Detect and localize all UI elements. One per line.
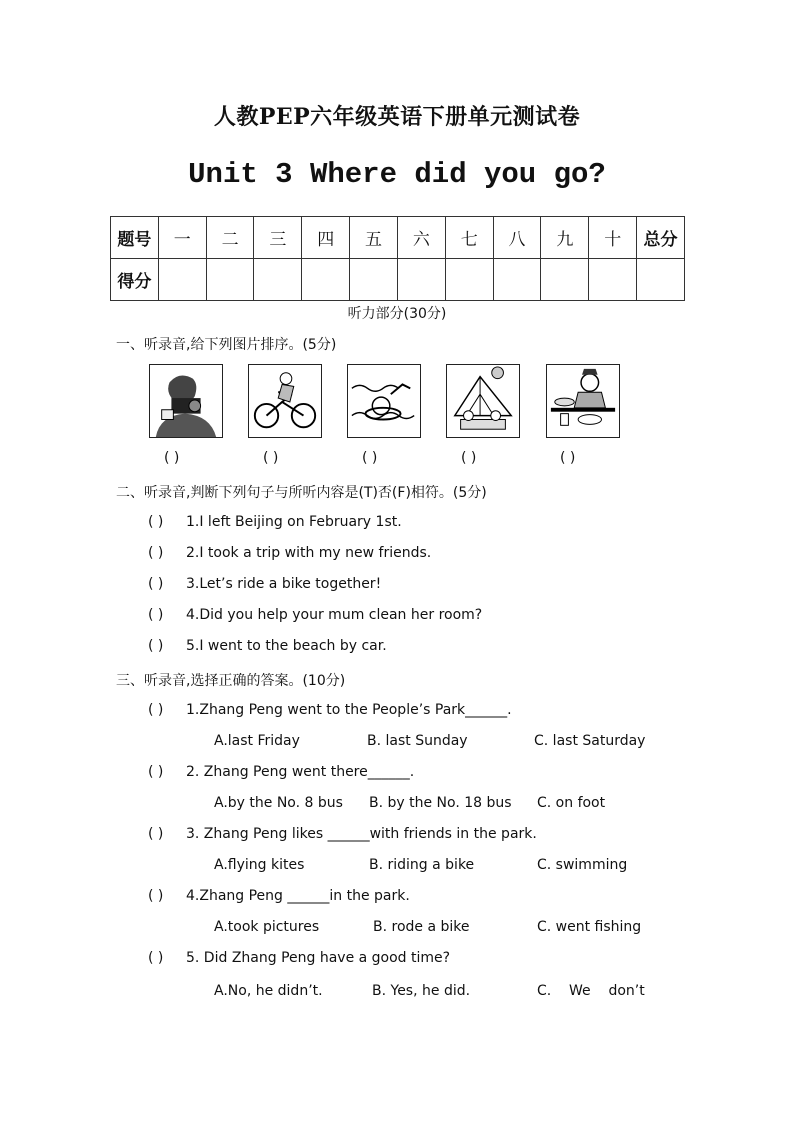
answer-bracket[interactable]: ( ): [148, 888, 164, 904]
option-b: B. by the No. 18 bus: [369, 795, 512, 811]
score-table-header-row: [111, 217, 685, 259]
camping-tent-picture: [446, 364, 520, 438]
listening-heading: 听力部分(30分): [347, 306, 447, 322]
score-table-cell: 九: [541, 217, 589, 259]
score-table-cell: 六: [397, 217, 445, 259]
photographer-picture: [149, 364, 223, 438]
picture-answer-bracket[interactable]: ( ): [560, 450, 576, 466]
score-table-cell: 七: [445, 217, 493, 259]
score-table-cell: 十: [589, 217, 637, 259]
picture-answer-bracket[interactable]: ( ): [362, 450, 378, 466]
score-input-cell[interactable]: [302, 259, 350, 301]
picture-answer-bracket[interactable]: ( ): [461, 450, 477, 466]
option-a: A.flying kites: [214, 857, 305, 873]
true-false-item: [148, 607, 482, 623]
score-input-cell[interactable]: [637, 259, 685, 301]
option-c: C. last Saturday: [534, 733, 646, 749]
true-false-item: [148, 545, 431, 561]
choice-question: [148, 702, 512, 718]
score-input-cell[interactable]: [589, 259, 637, 301]
section3-heading: 三、听录音,选择正确的答案。(10分): [116, 673, 346, 689]
score-table-cell: 八: [493, 217, 541, 259]
choice-question: [148, 826, 537, 842]
option-c: C. went fishing: [537, 919, 642, 935]
exam-title: 人教PEP六年级英语下册单元测试卷: [213, 104, 581, 130]
question-text: 2. Zhang Peng went there______.: [186, 764, 415, 780]
true-false-item: [148, 576, 381, 592]
option-b: B. riding a bike: [369, 857, 475, 873]
score-table-score-row: [111, 259, 685, 301]
score-table-cell: 题号: [111, 217, 159, 259]
answer-bracket[interactable]: ( ): [148, 545, 164, 561]
choice-question: [148, 888, 410, 904]
unit-title: Unit 3 Where did you go?: [188, 158, 606, 191]
score-input-cell[interactable]: [541, 259, 589, 301]
score-input-cell[interactable]: [350, 259, 398, 301]
question-text: 1.Zhang Peng went to the People’s Park______.: [186, 702, 512, 718]
option-c: C. on foot: [537, 795, 606, 811]
section2-heading: 二、听录音,判断下列句子与所听内容是(T)否(F)相符。(5分): [116, 485, 487, 501]
score-table: [110, 216, 685, 301]
picture-answer-bracket[interactable]: ( ): [263, 450, 279, 466]
boy-swimming-picture: [347, 364, 421, 438]
option-a: A.by the No. 8 bus: [214, 795, 343, 811]
score-table-cell: 总分: [637, 217, 685, 259]
question-text: 3.Let’s ride a bike together!: [186, 576, 382, 592]
answer-bracket[interactable]: ( ): [148, 950, 164, 966]
score-input-cell[interactable]: [397, 259, 445, 301]
choice-question: [148, 764, 414, 780]
score-table-cell: 一: [158, 217, 206, 259]
score-table-cell: 三: [254, 217, 302, 259]
option-b: B. last Sunday: [367, 733, 468, 749]
option-c: C. We don’t: [537, 983, 645, 999]
score-input-cell[interactable]: [254, 259, 302, 301]
answer-bracket[interactable]: ( ): [148, 826, 164, 842]
option-c: C. swimming: [537, 857, 628, 873]
question-text: 5.I went to the beach by car.: [186, 638, 387, 654]
score-table-cell: 五: [350, 217, 398, 259]
score-input-cell[interactable]: [445, 259, 493, 301]
answer-bracket[interactable]: ( ): [148, 514, 164, 530]
question-text: 3. Zhang Peng likes ______with friends in the park.: [186, 826, 537, 842]
true-false-item: [148, 638, 387, 654]
question-text: 4.Did you help your mum clean her room?: [186, 607, 483, 623]
answer-bracket[interactable]: ( ): [148, 638, 164, 654]
question-text: 1.I left Beijing on February 1st.: [186, 514, 402, 530]
score-row-label: 得分: [111, 259, 159, 301]
question-text: 5. Did Zhang Peng have a good time?: [186, 950, 451, 966]
answer-bracket[interactable]: ( ): [148, 576, 164, 592]
question-text: 4.Zhang Peng ______in the park.: [186, 888, 410, 904]
option-a: A.last Friday: [214, 733, 300, 749]
score-input-cell[interactable]: [493, 259, 541, 301]
score-table-cell: 二: [206, 217, 254, 259]
girl-riding-bike-picture: [248, 364, 322, 438]
choice-question: [148, 950, 450, 966]
option-b: B. Yes, he did.: [372, 983, 471, 999]
answer-bracket[interactable]: ( ): [148, 764, 164, 780]
answer-bracket[interactable]: ( ): [148, 607, 164, 623]
picture-answer-bracket[interactable]: ( ): [164, 450, 180, 466]
boy-eating-picture: [546, 364, 620, 438]
option-b: B. rode a bike: [373, 919, 470, 935]
option-a: A.took pictures: [214, 919, 320, 935]
score-table-cell: 四: [302, 217, 350, 259]
score-input-cell[interactable]: [206, 259, 254, 301]
option-a: A.No, he didn’t.: [214, 983, 323, 999]
question-text: 2.I took a trip with my new friends.: [186, 545, 432, 561]
answer-bracket[interactable]: ( ): [148, 702, 164, 718]
score-input-cell[interactable]: [158, 259, 206, 301]
true-false-item: [148, 514, 402, 530]
section1-heading: 一、听录音,给下列图片排序。(5分): [116, 337, 337, 353]
